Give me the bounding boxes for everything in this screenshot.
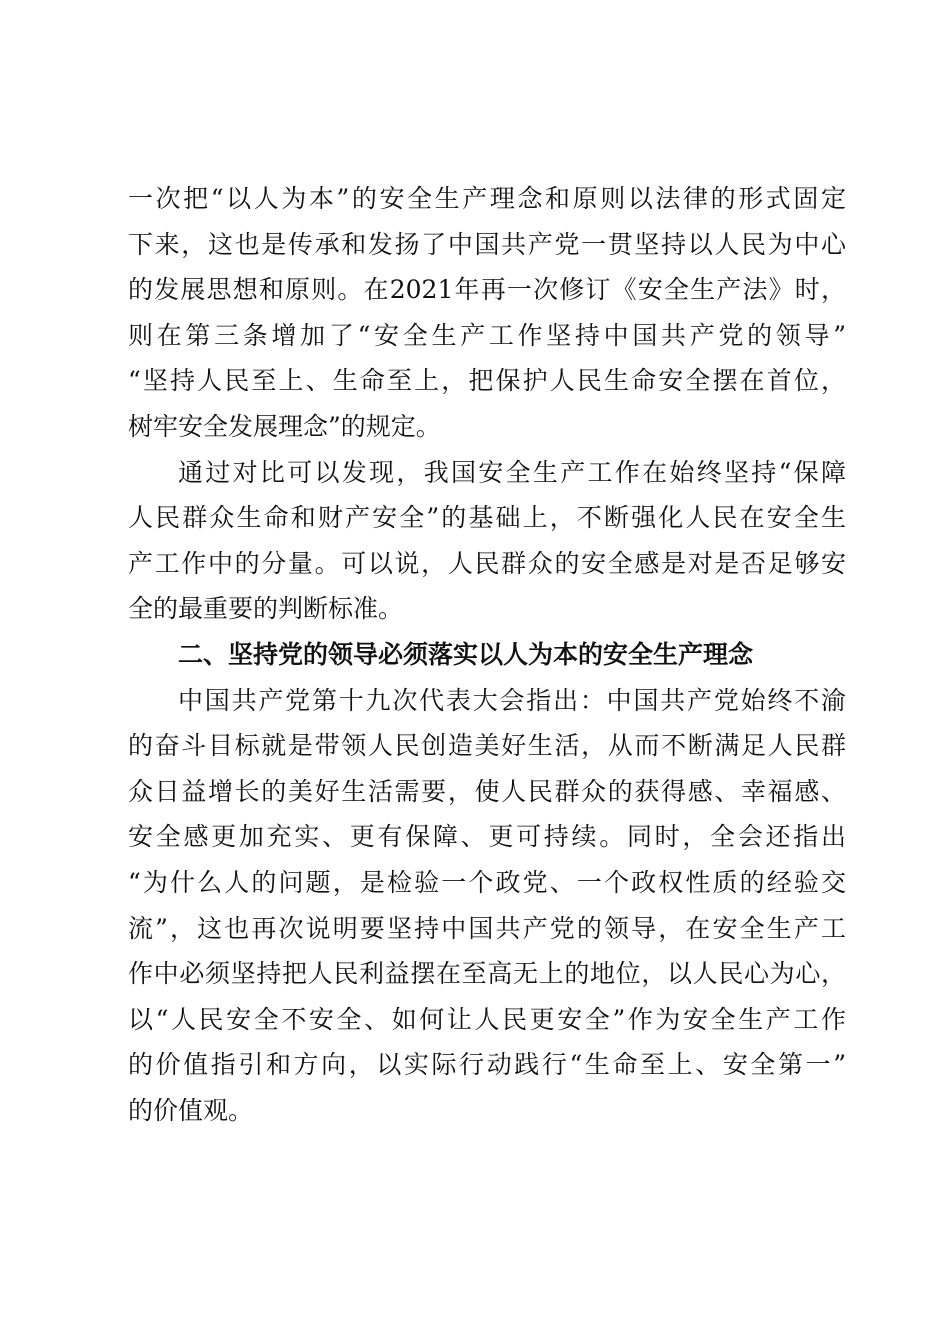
paragraph-2 <box>128 450 846 632</box>
text-line: 产工作中的分量。可以说，人民群众的安全感是对是否足够安 <box>128 548 846 578</box>
text-line: 树牢安全发展理念”的规定。 <box>128 411 441 441</box>
text-line: 一次把“以人为本”的安全生产理念和原则以法律的形式固定 <box>128 184 846 213</box>
text-line: 人民群众生命和财产安全”的基础上，不断强化人民在安全生 <box>128 503 846 533</box>
text-line: 的奋斗目标就是带领人民创造美好生活，从而不断满足人民群 <box>128 731 846 761</box>
text-line: “为什么人的问题，是检验一个政党、一个政权性质的经验交 <box>128 867 846 897</box>
text-line: 流”，这也再次说明要坚持中国共产党的领导，在安全生产工 <box>128 913 846 943</box>
text-line: 众日益增长的美好生活需要，使人民群众的获得感、幸福感、 <box>128 776 846 806</box>
text-line: 通过对比可以发现，我国安全生产工作在始终坚持“保障 <box>178 457 846 487</box>
paragraph-1 <box>128 176 846 450</box>
text-line: 的价值观。 <box>128 1095 254 1125</box>
text-line: 下来，这也是传承和发扬了中国共产党一贯坚持以人民为中心 <box>128 229 846 259</box>
text-line: “坚持人民至上、生命至上，把保护人民生命安全摆在首位， <box>128 366 846 396</box>
text-line: 的价值指引和方向，以实际行动践行“生命至上、安全第一” <box>128 1050 846 1080</box>
document-body <box>128 176 846 1133</box>
paragraph-3 <box>128 678 846 1134</box>
text-line: 中国共产党第十九次代表大会指出：中国共产党始终不渝 <box>178 685 846 715</box>
text-line: 以“人民安全不安全、如何让人民更安全”作为安全生产工作 <box>128 1004 846 1034</box>
text-line: 安全感更加充实、更有保障、更可持续。同时，全会还指出 <box>128 822 846 852</box>
text-line: 则在第三条增加了“安全生产工作坚持中国共产党的领导” <box>128 320 846 350</box>
text-line: 全的最重要的判断标准。 <box>128 594 404 624</box>
section-heading: 二、坚持党的领导必须落实以人为本的安全生产理念 <box>178 639 754 669</box>
text-line: 作中必须坚持把人民利益摆在至高无上的地位，以人民心为心， <box>128 959 846 989</box>
text-line: 的发展思想和原则。在2021年再一次修订《安全生产法》时， <box>128 275 846 305</box>
